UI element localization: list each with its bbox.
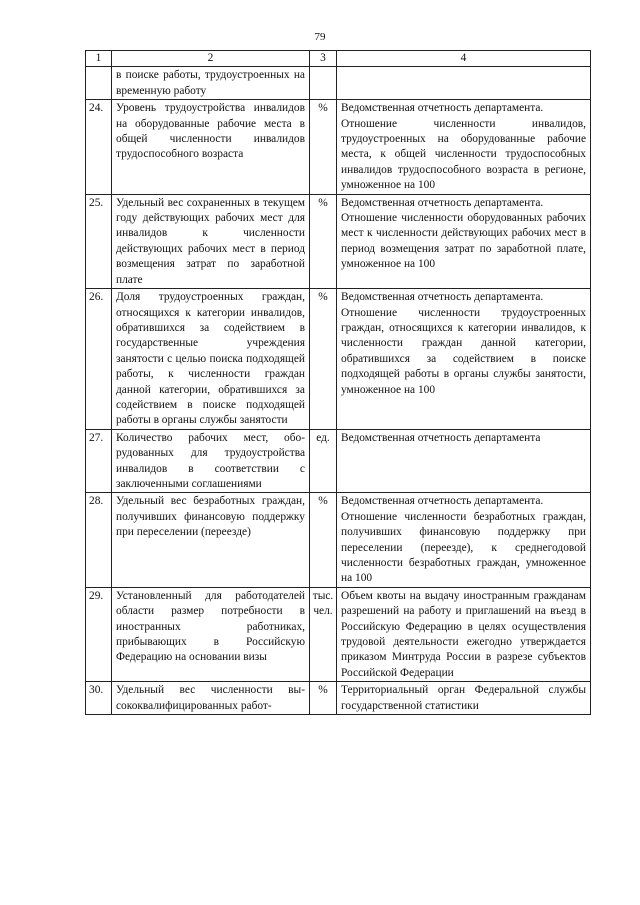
method-paragraph: Ведомственная отчетность департамента. [341,102,544,115]
unit-of-measure: % [318,684,328,697]
unit-cell [310,429,337,493]
unit-of-measure: % [318,495,328,508]
table-header-row [86,51,591,67]
indicator-name: Количество рабочих мест, оборудованных для трудоустройства инвалидов в соответствии с заключенными соглашениями [112,429,310,493]
indicators-table [85,50,591,715]
row-number: 29. [86,587,112,681]
method-paragraph: Ведомственная отчетность департамента. [341,291,544,304]
unit-cell [310,194,337,288]
method-paragraph: Отношение численности оборудованных рабочих мест к численности действующих рабочих мест в период возмещения затрат по заработной плате, умноженное на 100 [341,212,586,271]
table-row [86,682,591,715]
unit-of-measure: тыс. чел. [312,589,334,618]
row-number [86,67,112,100]
calculation-method [337,100,591,194]
unit-of-measure: % [318,196,328,209]
calculation-method [337,194,591,288]
unit-cell [310,493,337,587]
unit-of-measure: % [318,291,328,304]
header-cell: 3 [310,51,337,67]
table-row [86,493,591,587]
method-paragraph: Отношение численности безработных граждан, получивших финансовую поддержку при переселении (переезде), к среднегодовой численности безработных граждан, умноженное на 100 [341,510,586,585]
indicator-name: Удельный вес сохраненных в текущем году действующих рабочих мест для инвалидов к численности действующих рабочих мест в период возмещения затрат по заработной плате [112,194,310,288]
unit-cell [310,100,337,194]
row-number: 27. [86,429,112,493]
row-number: 30. [86,682,112,715]
table-row [86,587,591,681]
table-row [86,429,591,493]
method-paragraph: Отношение численности инвалидов, трудоустроенных на оборудованные рабочие места, к общей численности трудоспособных инвалидов трудоспособного возраста в регионе, умноженное на 100 [341,117,586,192]
indicator-name: Удельный вес безработных граждан, получивших финансовую поддержку при переселении (переезде) [112,493,310,587]
method-paragraph: Территориальный орган Федеральной службы государственной статистики [341,684,586,712]
table-row [86,67,591,100]
unit-of-measure: % [318,102,328,115]
header-cell: 2 [112,51,310,67]
calculation-method [337,682,591,715]
indicator-name: Уровень трудоустройства инвалидов на оборудованные рабочие места в общей численности инвалидов трудоспособного возраста [112,100,310,194]
indicator-name: в поиске работы, трудоустроенных на временную работу [112,67,310,100]
calculation-method [337,289,591,430]
calculation-method [337,587,591,681]
indicator-name: Доля трудоустроенных граждан, относящихся к категории инвалидов, обратившихся за содействием в государственные учреждения занятости с целью поиска подходящей работы, к численности граждан данной категории, обратившихся за содействием в поиске подходящей работы в органы службы занятости [112,289,310,430]
row-number: 24. [86,100,112,194]
row-number: 25. [86,194,112,288]
method-paragraph: Объем квоты на выдачу иностранным гражданам разрешений на работу и приглашений на въезд в Российскую Федерацию в целях осуществления трудовой деятельности ежегодно утверждается приказом Минтруда России в разрезе субъектов Российской Федерации [341,589,586,679]
header-cell: 4 [337,51,591,67]
row-number: 26. [86,289,112,430]
indicator-name: Установленный для работодателей области размер потребности в иностранных работниках, прибывающих в Российскую Федерацию на основании визы [112,587,310,681]
table-row [86,100,591,194]
method-paragraph: Отношение численности трудоустроенных граждан, относящихся к категории инвалидов, к численности граждан данной категории, обратившихся за содействием в поиске подходящей работы в органы службы занятости, умноженное на 100 [341,306,586,396]
method-paragraph: Ведомственная отчетность департамента [341,431,541,444]
header-cell: 1 [86,51,112,67]
page-number: 79 [314,31,326,43]
unit-cell [310,67,337,100]
unit-cell [310,682,337,715]
method-paragraph: Ведомственная отчетность департамента. [341,196,544,209]
calculation-method [337,429,591,493]
unit-cell [310,289,337,430]
calculation-method [337,67,591,100]
method-paragraph: Ведомственная отчетность департамента. [341,495,544,508]
unit-cell [310,587,337,681]
table-row [86,194,591,288]
unit-of-measure: ед. [316,431,330,444]
row-number: 28. [86,493,112,587]
table-row [86,289,591,430]
calculation-method [337,493,591,587]
indicator-name: Удельный вес численности высококвалифицированных работ- [112,682,310,715]
